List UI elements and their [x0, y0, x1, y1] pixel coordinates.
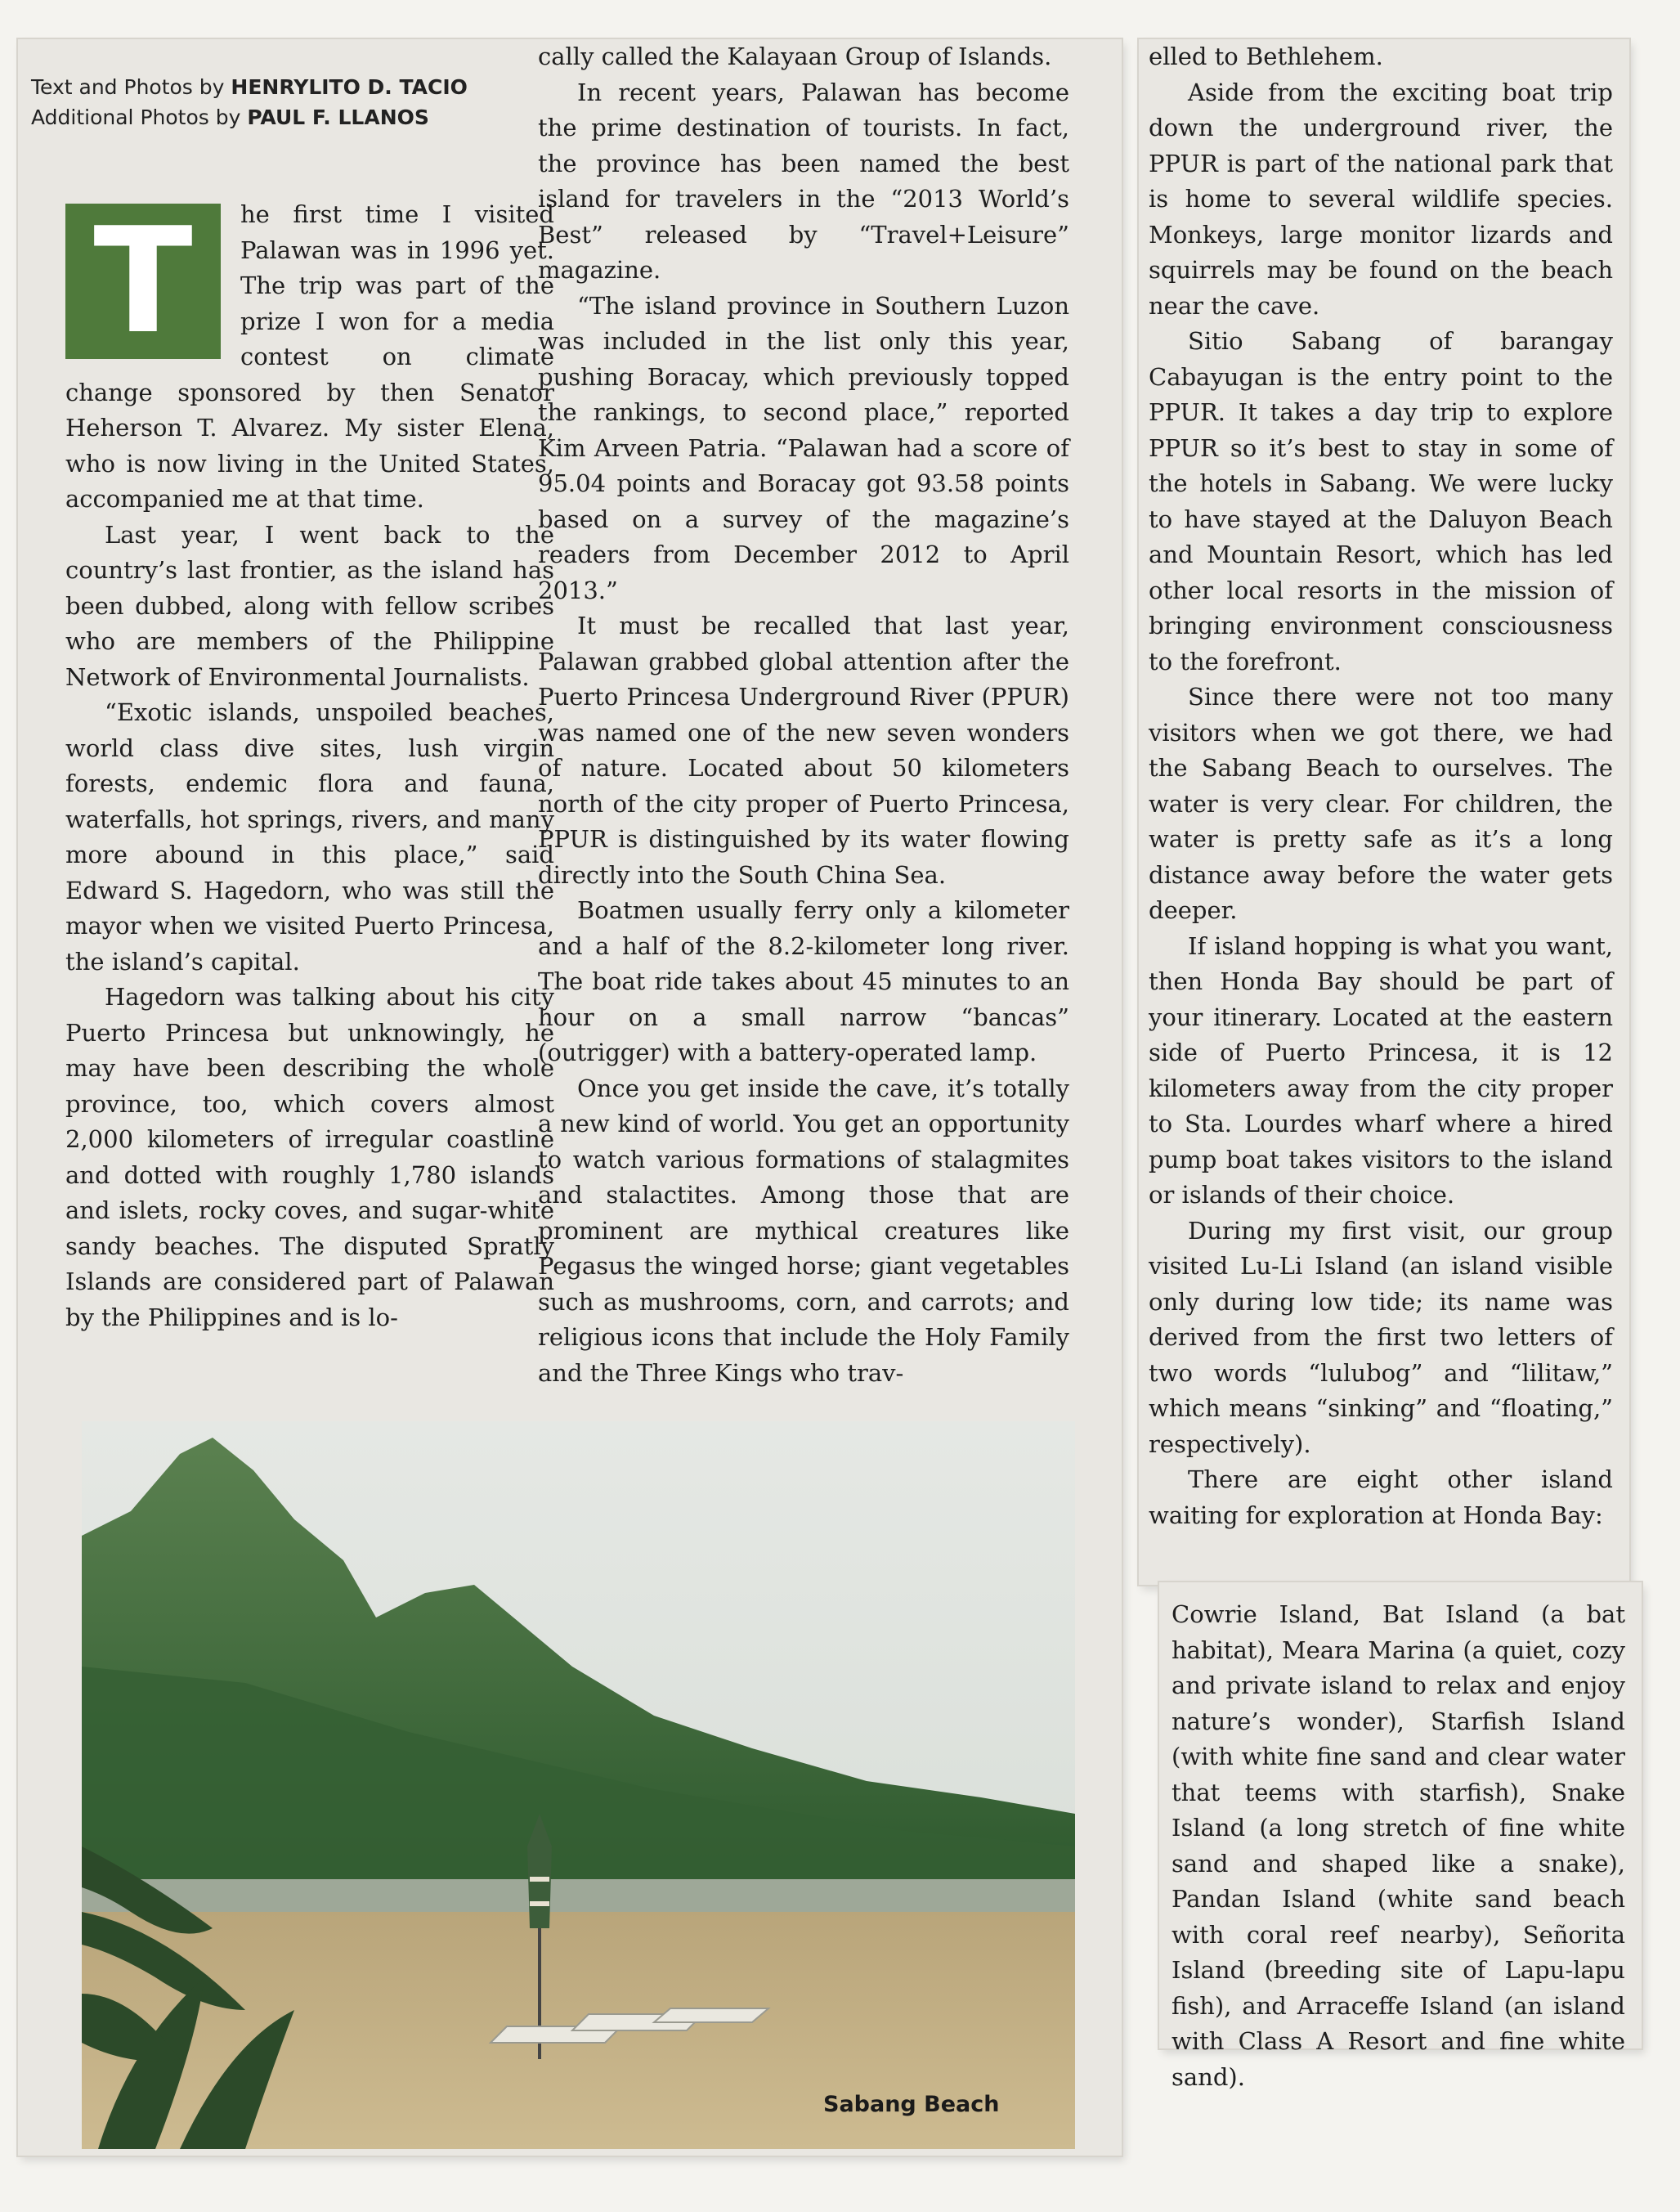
byline-text [31, 72, 538, 102]
paragraph: Since there were not too many visitors when we got there, we had the Sabang Beach to ourselves. The water is very clear. For children, the water is pretty safe as it’s a long distance away before the water gets deeper. [1149, 683, 1613, 924]
article-column-4 [1172, 1597, 1625, 2095]
paragraph: “The island province in Southern Luzon was included in the list only this year, pushing Boracay, which previously topped the rankings, to second place,” reported Kim Arveen Patria. “Palawan had a score of 95.04 points and Boracay got 93.58 points based on a survey of the magazine’s readers from December 2012 to April 2013.” [538, 291, 1069, 604]
continuation-clipping [1159, 1582, 1642, 2091]
paragraph: Boatmen usually ferry only a kilometer and a half of the 8.2-kilometer long river. The boat ride takes about 45 minutes to an hour on a small narrow “bancas” (outrigger) with a battery-operated lamp. [538, 896, 1069, 1066]
paragraph: Cowrie Island, Bat Island (a bat habitat), Meara Marina (a quiet, cozy and private island to relax and enjoy nature’s wonder), Starfish Island (with white fine sand and clear water that teems with starfish), Snake Island (a long stretch of fine white sand and shaped like a snake), Pandan Island (white sand beach with coral reef nearby), Señorita Island (breeding site of Lapu-lapu fish), and Arraceffe Island (an island with Class A Resort and fine white sand). [1172, 1600, 1625, 2091]
paragraph: Last year, I went back to the country’s last frontier, as the island has been dubbed, along with fellow scribes who are members of the Philippine Network of Environmental Journalists. [65, 520, 554, 691]
paragraph: There are eight other island waiting for exploration at Honda Bay: [1149, 1465, 1613, 1529]
byline [31, 72, 538, 132]
paragraph: It must be recalled that last year, Palawan grabbed global attention after the Puerto Princesa Underground River (PPUR) was named one of the new seven wonders of nature. Located about 50 kilometers north of the city proper of Puerto Princesa, PPUR is distinguished by its water flowing directly into the South China Sea. [538, 612, 1069, 889]
photo-caption: Sabang Beach [823, 2092, 1000, 2117]
article-column-1 [65, 197, 554, 1335]
byline-photos [31, 102, 538, 132]
paragraph: During my first visit, our group visited Lu-Li Island (an island visible only during low tide; its name was derived from the first two letters of two words “lulubog” and “lilitaw,” which means “sinking” and “floating,” respectively). [1149, 1216, 1613, 1458]
paragraph: cally called the Kalayaan Group of Islands. [538, 43, 1052, 70]
main-clipping [18, 39, 1122, 2156]
sabang-beach-photo [82, 1421, 1075, 2149]
paragraph: If island hopping is what you want, then Honda Bay should be part of your itinerary. Located at the eastern side of Puerto Princesa, it is 12 kilometers away from the city proper to Sta. Lourdes wharf where a hired pump boat takes visitors to the island or islands of their choice. [1149, 931, 1613, 1209]
article-column-2 [538, 39, 1069, 1391]
paragraph: elled to Bethlehem. [1149, 43, 1383, 70]
paragraph: Hagedorn was talking about his city Puerto Princesa but unknowingly, he may have been describing the whole province, too, which covers almost 2,000 kilometers of irregular coastline and dotted with roughly 1,780 islands and islets, rocky coves, and sugar-white sandy beaches. The disputed Spratly Islands are considered part of Palawan by the Philippines and is lo- [65, 983, 554, 1331]
drop-cap: T [65, 204, 221, 359]
paragraph: “Exotic islands, unspoiled beaches, world class dive sites, lush virgin forests, endemic flora and fauna, waterfalls, hot springs, rivers, and many more abound in this place,” said Edward S. Hagedorn, who was still the mayor when we visited Puerto Princesa, the island’s capital. [65, 698, 554, 976]
right-column-clipping [1139, 39, 1629, 1585]
paragraph: Aside from the exciting boat trip down the underground river, the PPUR is part of the national park that is home to several wildlife species. Monkeys, large monitor lizards and squirrels may be found on the beach near the cave. [1149, 78, 1613, 320]
photo-credit-prefix: Additional Photos by [31, 105, 241, 129]
paragraph: In recent years, Palawan has become the prime destination of tourists. In fact, the province has been named the best island for travelers in the “2013 World’s Best” released by “Travel+Leisure” magazine. [538, 78, 1069, 284]
paragraph: Once you get inside the cave, it’s totally a new kind of world. You get an opportunity to watch various formations of stalagmites and stalactites. Among those that are prominent are mythical creatures like Pegasus the winged horse; giant vegetables such as mushrooms, corn, and carrots; and religious icons that include the Holy Family and the Three Kings who trav- [538, 1074, 1069, 1387]
photographer-name: PAUL F. LLANOS [247, 105, 429, 129]
article-column-3 [1149, 39, 1613, 1533]
author-name: HENRYLITO D. TACIO [231, 75, 468, 99]
byline-prefix: Text and Photos by [31, 75, 225, 99]
paragraph: Sitio Sabang of barangay Cabayugan is the entry point to the PPUR. It takes a day trip to explore PPUR so it’s best to stay in some of the hotels in Sabang. We were lucky to have stayed at the Daluyon Beach and Mountain Resort, which has led other local resorts in the mission of bringing environment consciousness to the forefront. [1149, 327, 1613, 675]
paragraph: he first time I visited Palawan was in 1996 yet. The trip was part of the prize I won for a media contest on climate change sponsored by then Senator Heherson T. Alvarez. My sister Elena, who is now living in the United States, accompanied me at that time. [65, 200, 554, 513]
